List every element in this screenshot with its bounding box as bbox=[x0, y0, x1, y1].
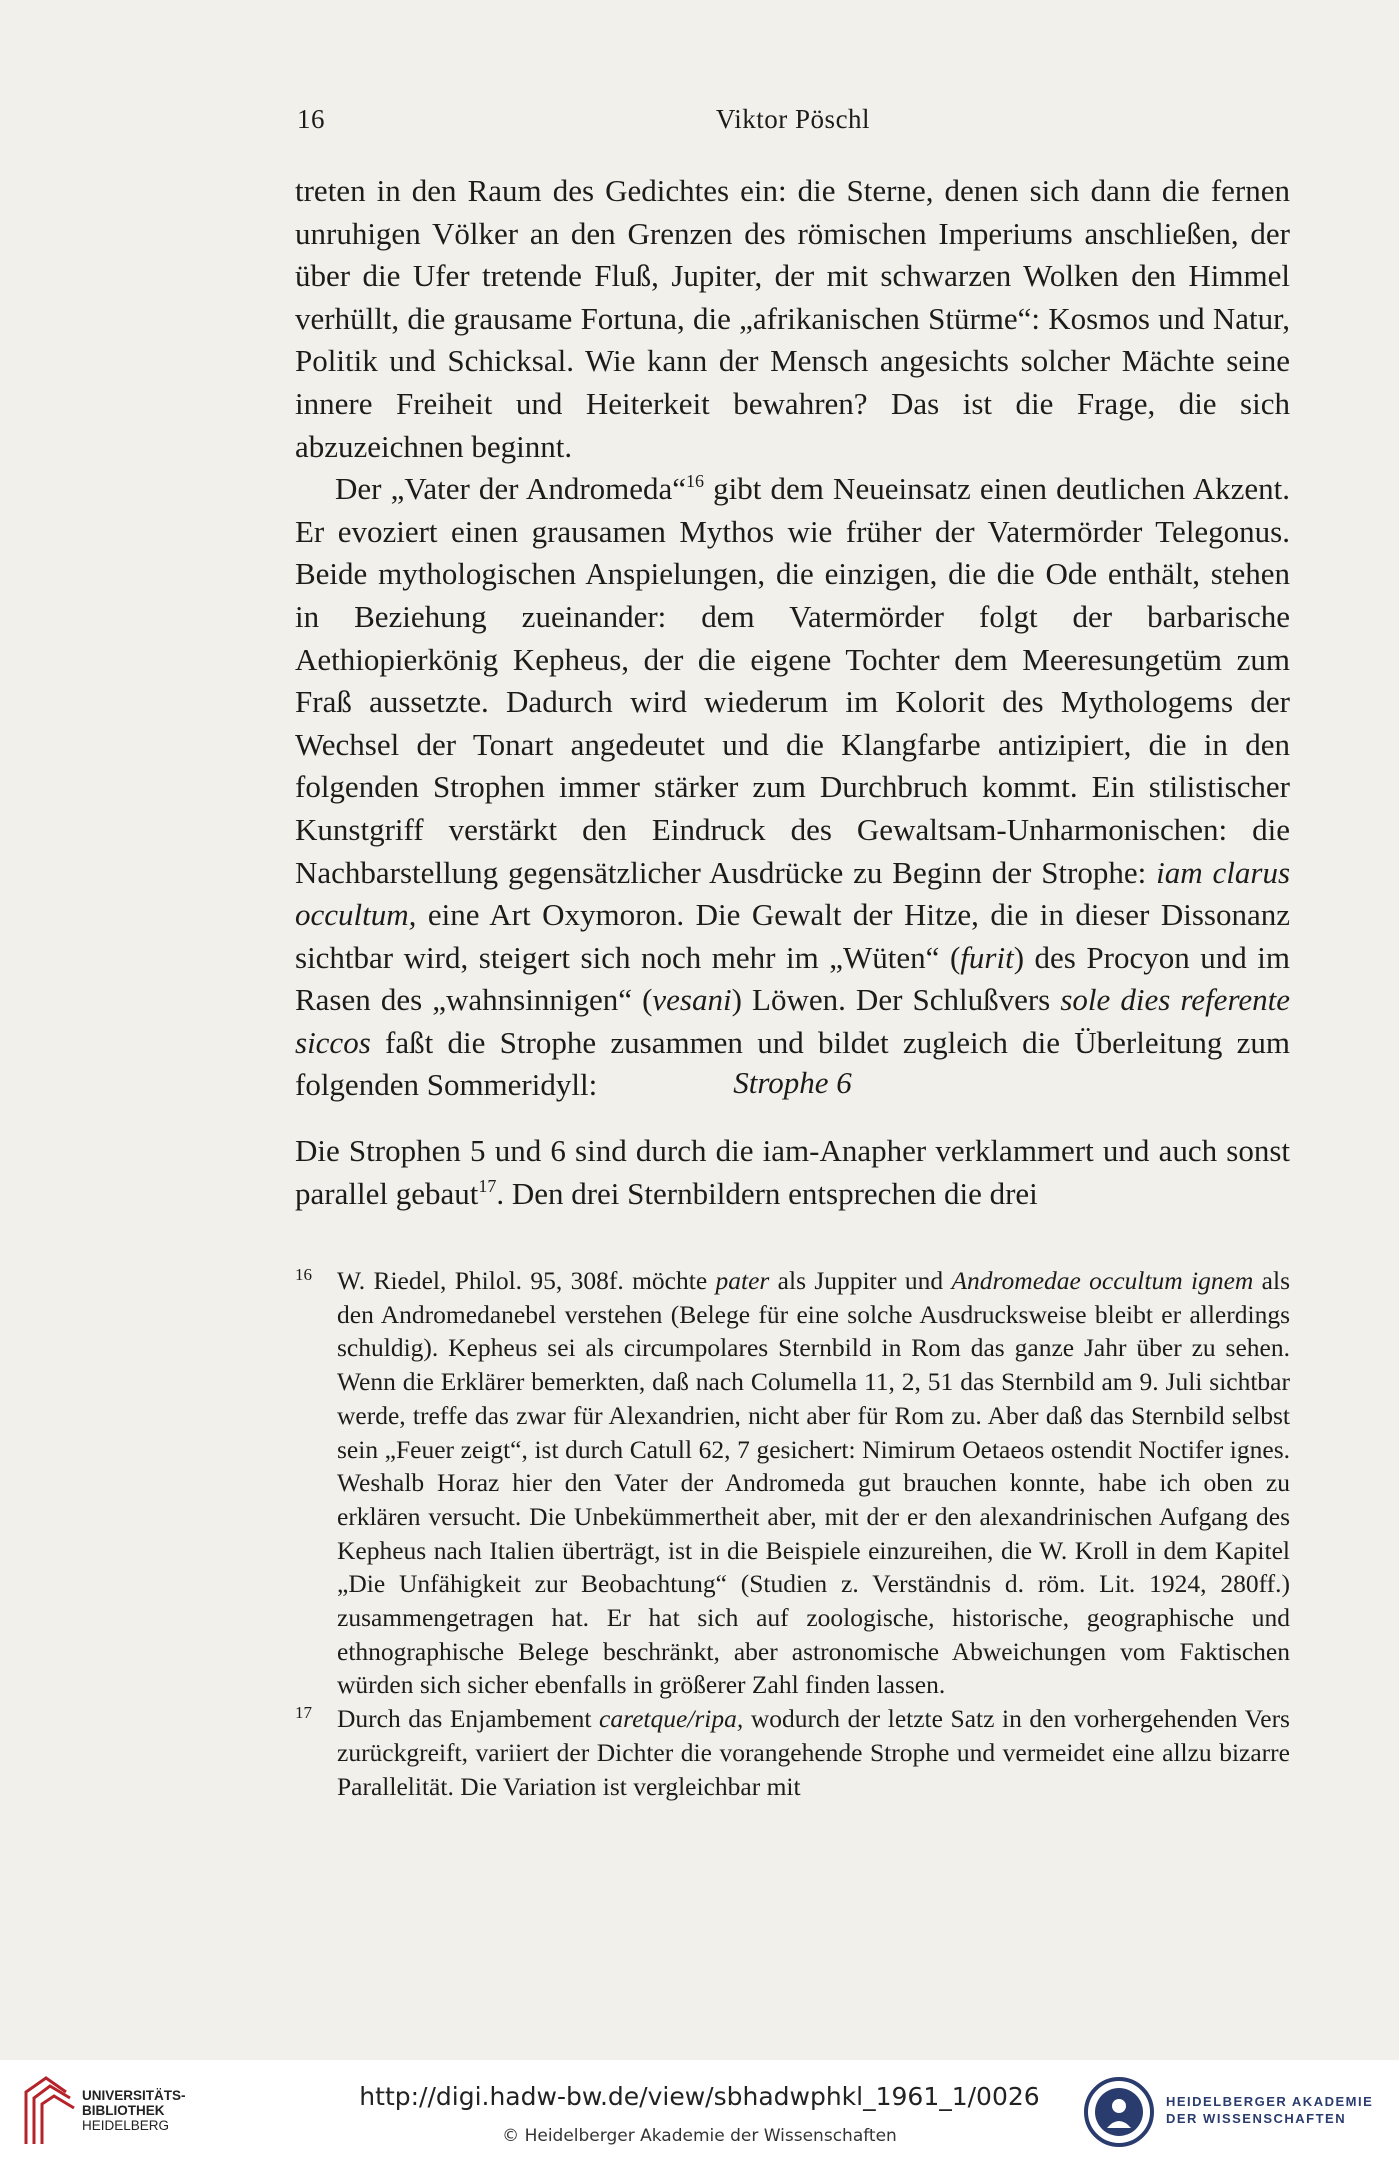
paragraph: Die Strophen 5 und 6 sind durch die iam-Anapher verklammert und auch sonst parallel gebaut$^{17}$. Den drei Sternbildern entsprechen die drei bbox=[295, 1133, 1290, 1211]
footnote-mark: 17 bbox=[295, 1703, 312, 1723]
section-heading: Strophe 6 bbox=[733, 1065, 852, 1100]
footnotes bbox=[295, 1264, 1290, 1803]
main-text bbox=[295, 170, 1290, 1107]
footnote-ref[interactable]: 17 bbox=[478, 1175, 497, 1196]
footer-bar bbox=[0, 2060, 1399, 2164]
copyright-notice: © Heidelberger Akademie der Wissenschaften bbox=[502, 2126, 897, 2146]
paragraph: Der „Vater der Andromeda“$^{16}$ gibt dem Neueinsatz einen deutlichen Akzent. Er evoziert einen grausamen Mythos wie früher der Vatermörder Telegonus. Beide mythologischen Anspielungen, die einzigen, die die Ode enthält, stehen in Beziehung zueinander: dem Vatermörder folgt der barbarische Aethiopierkönig Kepheus, der die eigene Tochter dem Meeresungetüm zum Fraß aussetzte. Dadurch wird wiederum im Kolorit des Mythologems der Wechsel der Tonart angedeutet und die Klangfarbe antizipiert, die in den folgenden Strophen immer stärker zum Durchbruch kommt. Ein stilistischer Kunstgriff verstärkt den Eindruck des Gewaltsam-Unharmonischen: die Nachbarstellung gegensätzlicher Ausdrücke zu Beginn der Strophe: iam clarus occultum, eine Art Oxymoron. Die Gewalt der Hitze, die in dieser Dissonanz sichtbar wird, steigert sich noch mehr im „Wüten“ (furit) des Procyon und im Rasen des „wahnsinnigen“ (vesani) Löwen. Der Schlußvers sole dies referente siccos faßt die Strophe zusammen und bildet zugleich die Überleitung zum folgenden Sommeridyll: bbox=[295, 471, 1291, 1103]
footnote-16: 16 W. Riedel, Philol. 95, 308f. möchte pater als Juppiter und Andromedae occultum ignem als den Andromedanebel verstehen (Belege für eine solche Ausdrucksweise bleibt er allerdings schuldig). Kepheus sei als circumpolares Sternbild in Rom das ganze Jahr über zu sehen. Wenn die Erklärer bemerkten, daß nach Columella 11, 2, 51 das Sternbild am 9. Juli sichtbar werde, treffe das zwar für Alexandrien, nicht aber für Rom zu. Aber daß das Sternbild selbst sein „Feuer zeigt“, ist durch Catull 62, 7 gesichert: Nimirum Oetaeos ostendit Noctifer ignes. Weshalb Horaz hier den Vater der Andromeda gut brauchen konnte, habe ich oben zu erklären versucht. Die Unbekümmertheit aber, mit der er den alexandrinischen Aufgang des Kepheus nach Italien überträgt, ist in die Beispiele einzureihen, die W. Kroll in dem Kapitel „Die Unfähigkeit zur Beobachtung“ (Studien z. Verständnis d. röm. Lit. 1924, 280ff.) zusammengetragen hat. Er hat sich auf zoologische, historische, geographische und ethnographische Belege beschränkt, aber astronomische Abweichungen vom Faktischen würden sich sicher ebenfalls in größerer Zahl finden lassen. bbox=[295, 1264, 1290, 1702]
running-head: Viktor Pöschl bbox=[715, 104, 871, 134]
paragraph: treten in den Raum des Gedichtes ein: die Sterne, denen sich dann die fernen unruhigen Völker an den Grenzen des römischen Imperiums anschließen, der über die Ufer tretende Fluß, Jupiter, der mit schwarzen Wolken den Himmel verhüllt, die grausame Fortuna, die „afrikanischen Stürme“: Kosmos und Natur, Politik und Schicksal. Wie kann der Mensch angesichts solcher Mächte seine innere Freiheit und Heiterkeit bewahren? Das ist die Frage, die sich abzuzeichnen beginnt. bbox=[295, 173, 1290, 464]
library-name: UNIVERSITÄTS- BIBLIOTHEK HEIDELBERG bbox=[82, 2088, 186, 2133]
academy-seal-icon[interactable] bbox=[1083, 2076, 1155, 2148]
page-number: 16 bbox=[297, 104, 325, 134]
permalink-url[interactable]: http://digi.hadw-bw.de/view/sbhadwphkl_1961_1/0026 bbox=[359, 2082, 1040, 2111]
section-text bbox=[295, 1130, 1290, 1215]
footnote-ref[interactable]: 16 bbox=[686, 471, 705, 492]
page-header bbox=[297, 104, 1289, 144]
footnote-17: 17 Durch das Enjambement caretque/ripa, wodurch der letzte Satz in den vorhergehenden Vers zurückgreift, variiert der Dichter die vorangehende Strophe und vermeidet eine allzu bizarre Parallelität. Die Variation ist vergleichbar mit bbox=[295, 1702, 1290, 1803]
footnote-mark: 16 bbox=[295, 1265, 312, 1284]
academy-name: HEIDELBERGER AKADEMIE DER WISSENSCHAFTEN bbox=[1166, 2094, 1374, 2126]
